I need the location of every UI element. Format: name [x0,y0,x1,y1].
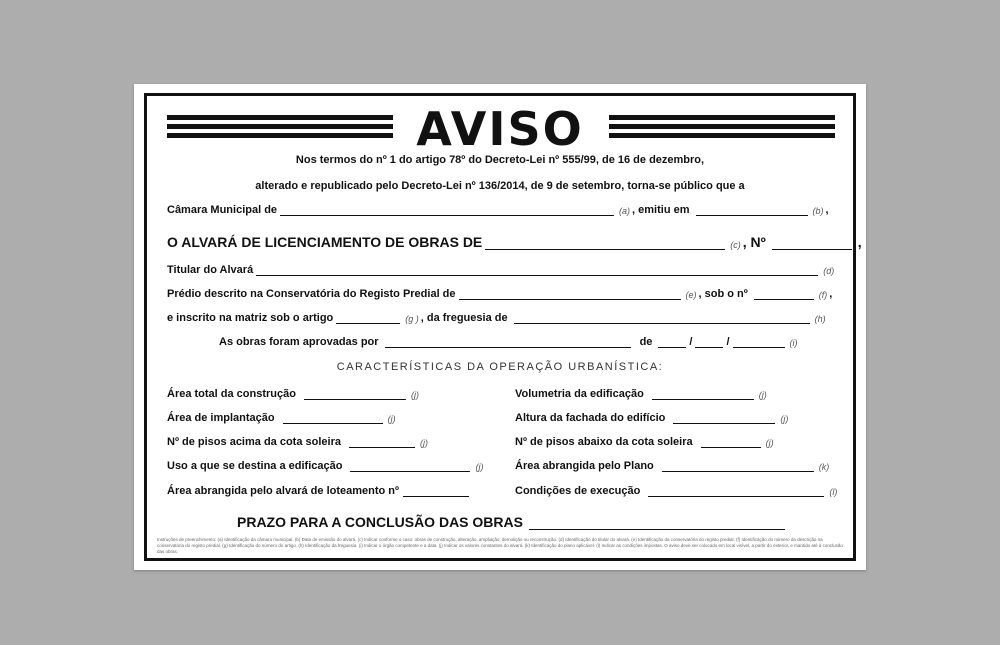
char-field-volumetria[interactable] [652,389,754,400]
char-field-loteamento[interactable] [403,486,469,497]
alvara-note: (c) [730,240,741,250]
aprovadas-label: As obras foram aprovadas por [219,336,379,348]
char-left-row [167,436,430,448]
freguesia-note: (h) [814,314,826,324]
char-field-condicoes[interactable] [648,486,824,497]
aprovadas-year-field[interactable] [733,337,785,348]
char-field-pisos-acima[interactable] [349,437,415,448]
predio-comma: , [829,288,833,300]
char-field-altura[interactable] [673,413,775,424]
char-label: Nº de pisos abaixo da cota soleira [515,436,693,448]
alvara-no-label: , Nº [742,234,766,250]
char-right-row [515,412,790,424]
predio-row [167,288,832,300]
alvara-row [167,234,862,250]
intro-line-1: Nos termos do nº 1 do artigo 78º do Decreto-Lei nº 555/99, de 16 de dezembro, [295,154,705,166]
notice-frame [144,93,862,561]
char-label: Nº de pisos acima da cota soleira [167,436,341,448]
char-right-row [515,436,776,448]
char-right-row [515,485,839,497]
aprovadas-month-field[interactable] [695,337,723,348]
char-label: Altura da fachada do edifício [515,412,666,424]
char-left-row [167,412,398,424]
matriz-label: e inscrito na matriz sob o artigo [167,312,334,324]
titular-note: (d) [823,266,835,276]
predio-field[interactable] [459,289,681,300]
aprovadas-de-label: de [639,336,653,348]
alvara-label: O ALVARÁ DE LICENCIAMENTO DE OBRAS DE [167,234,483,250]
date-slash-2: / [726,336,730,348]
aprovadas-day-field[interactable] [658,337,686,348]
char-note: (j) [780,414,789,424]
char-note: (j) [419,438,428,448]
matriz-article-field[interactable] [336,313,400,324]
freguesia-field[interactable] [514,313,810,324]
notice-sheet [134,84,866,570]
char-note: (j) [765,438,774,448]
char-left-row [167,388,421,400]
char-label: Volumetria da edificação [515,388,644,400]
date-slash-1: / [689,336,693,348]
prazo-label: PRAZO PARA A CONCLUSÃO DAS OBRAS [237,514,523,530]
char-left-row [167,485,472,497]
intro-line-2: alterado e republicado pelo Decreto-Lei nº 136/2014, de 9 de setembro, torna-se público que a [255,180,745,192]
char-right-row [515,460,831,472]
prazo-row [237,514,788,530]
titular-field[interactable] [256,265,818,276]
sob-note: (f) [818,290,828,300]
char-field-uso[interactable] [350,461,470,472]
char-label: Uso a que se destina a edificação [167,460,343,472]
matriz-note: (g ) [405,314,419,324]
char-note: (k) [818,462,830,472]
sob-label: , sob o nº [698,288,748,300]
camara-label: Câmara Municipal de [167,204,278,216]
emitiu-label: , emitiu em [632,204,690,216]
camara-note: (a) [619,206,631,216]
alvara-number-field[interactable] [772,239,852,250]
sob-number-field[interactable] [754,289,814,300]
char-label: Área de implantação [167,412,275,424]
char-field-area-total[interactable] [304,389,406,400]
predio-label: Prédio descrito na Conservatória do Registo Predial de [167,288,456,300]
alvara-comma: , [857,234,862,250]
char-field-pisos-abaixo[interactable] [701,437,761,448]
aprovadas-row [219,336,800,348]
titular-label: Titular do Alvará [167,264,254,276]
emitiu-date-field[interactable] [696,205,808,216]
char-label: Área abrangida pelo alvará de loteamento nº [167,485,400,497]
char-label: Condições de execução [515,485,641,497]
char-note: (j) [387,414,396,424]
camara-comma: , [825,204,829,216]
section-title: CARACTERÍSTICAS DA OPERAÇÃO URBANÍSTICA: [336,361,664,373]
camara-field[interactable] [280,205,614,216]
aprovadas-note: (i) [789,338,798,348]
char-label: Área total da construção [167,388,296,400]
char-note: (j) [410,390,419,400]
alvara-type-field[interactable] [485,239,725,250]
prazo-field[interactable] [529,519,785,530]
titular-row [167,264,836,276]
fine-print-instructions: Instruções de preenchimento: (a) Identificação da câmara municipal. (b) Data de emissão do alvará. (c) Indicar conforme o caso: obras de construção, alteração, ampliação, demolição ou reconstrução. (d) Identificação do titular do alvará. (e) Identificação da conservatória do registo predial. (f) Identificação do número da descrição na conservatória do registo predial. (g) Identificação do número do artigo. (h) Identificação da freguesia. (i) Indicar o órgão competente e a data. (j) Indicar os valores constantes do alvará. (k) Identificação do plano aplicável. (l) Indicar as condições impostas. O aviso deve ser colocado em local visível, a partir do exterior, e mantido até à conclusão das obras. [157,537,843,554]
char-field-plano[interactable] [662,461,814,472]
freguesia-label: , da freguesia de [420,312,508,324]
predio-note: (e) [685,290,697,300]
camara-row [167,204,829,216]
matriz-row [167,312,828,324]
char-note: (j) [475,462,484,472]
aprovadas-by-field[interactable] [385,337,631,348]
char-right-row [515,388,769,400]
char-note: (j) [758,390,767,400]
char-note: (l) [829,487,838,497]
notice-title: AVISO [416,102,584,156]
char-field-area-implantacao[interactable] [283,413,383,424]
char-label: Área abrangida pelo Plano [515,460,654,472]
char-left-row [167,460,485,472]
emitiu-note: (b) [812,206,824,216]
